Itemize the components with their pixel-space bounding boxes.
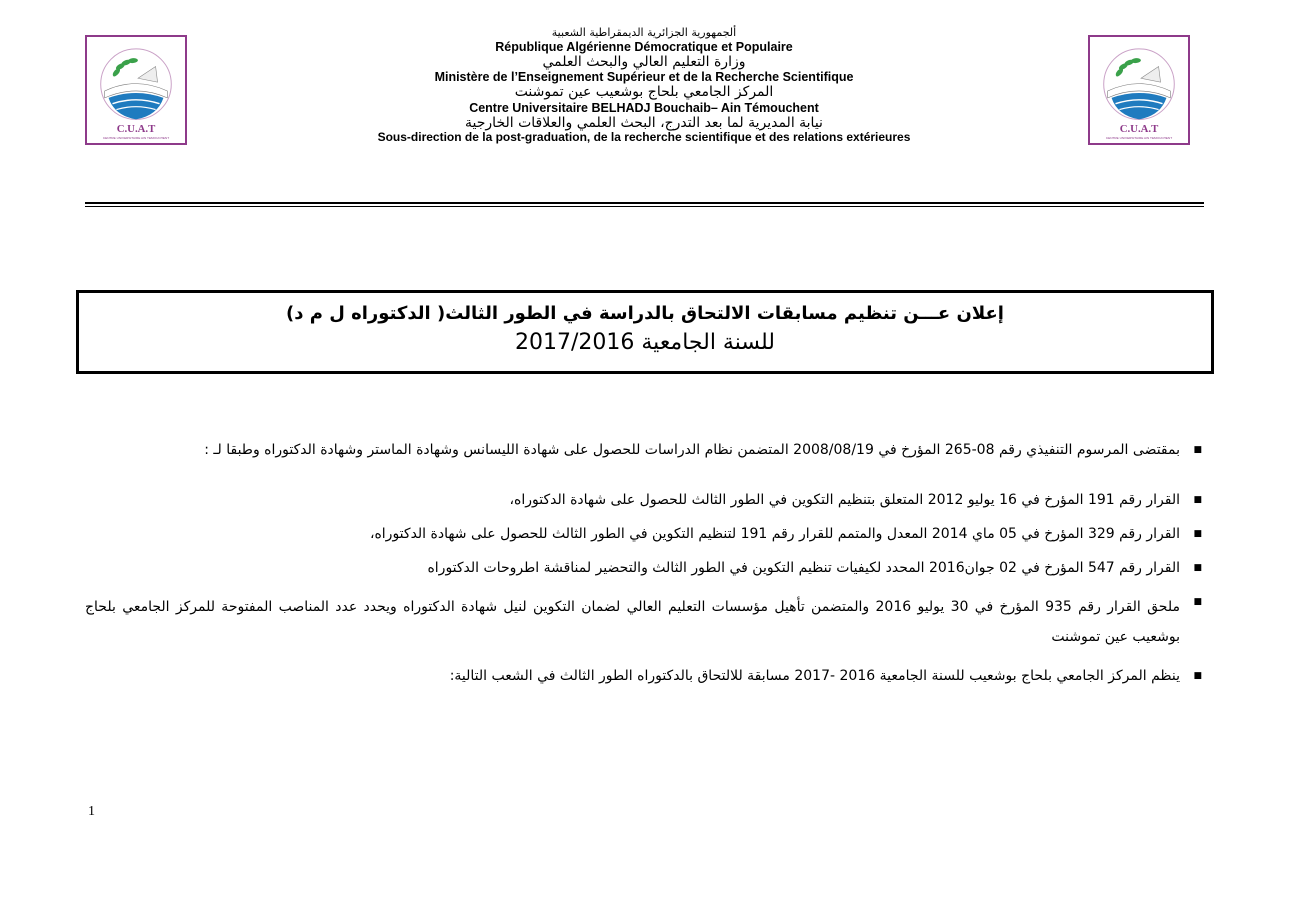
subdirection-name-fr: Sous-direction de la post-graduation, de la recherche scientifique et des relations extérieures bbox=[377, 130, 911, 145]
svg-text:CENTRE UNIVERSITAIRE AIN TEMOU: CENTRE UNIVERSITAIRE AIN TEMOUCHENT bbox=[102, 136, 170, 140]
list-item: ■ ملحق القرار رقم 935 المؤرخ في 30 يوليو 2016 والمتضمن تأهيل مؤسسات التعليم العالي لضمان التكوين لنيل شهادة الدكتوراه ويحدد عدد المناصب المفتوحة للمركز الجامعي بلحاج بوشعيب عين تموشنت bbox=[85, 592, 1180, 652]
cuat-logo-right bbox=[1088, 35, 1190, 145]
academic-year-title: للسنة الجامعية 2017/2016 bbox=[515, 330, 775, 355]
bullet-square-icon: ■ bbox=[1193, 445, 1202, 455]
republic-name-ar: ألجمهورية الجزائرية الديمقراطية الشعبية bbox=[551, 26, 737, 39]
bullet-square-icon: ■ bbox=[1193, 597, 1202, 607]
announcement-title: إعلان عـــن تنظيم مسابقات الالتحاق بالدراسة في الطور الثالث( الدكتوراه ل م د) bbox=[286, 303, 1004, 324]
list-item: ■ القرار رقم 191 المؤرخ في 16 يوليو 2012 المتعلق بتنظيم التكوين في الطور الثالث للحصول على شهادة الدكتوراه، bbox=[509, 492, 1202, 508]
center-name-fr: Centre Universitaire BELHADJ Bouchaib– Ain Témouchent bbox=[469, 100, 819, 115]
list-item: ■ بمقتضى المرسوم التنفيذي رقم 08-265 المؤرخ في 2008/08/19 المتضمن نظام الدراسات للحصول على شهادة الليسانس وشهادة الماستر وشهادة الدكتوراه وطبقا لـ : bbox=[204, 442, 1202, 458]
legal-references-list bbox=[85, 440, 1202, 686]
bullet-square-icon: ■ bbox=[1193, 563, 1202, 573]
page-number: 1 bbox=[88, 804, 95, 819]
list-item: ■ ينظم المركز الجامعي بلحاج بوشعيب للسنة الجامعية 2016 -2017 مسابقة للالتحاق بالدكتوراه الطور الثالث في الشعب التالية: bbox=[449, 668, 1202, 684]
list-item: ■ القرار رقم 329 المؤرخ في 05 ماي 2014 المعدل والمتمم للقرار رقم 191 لتنظيم التكوين في الطور الثالث للحصول على شهادة الدكتوراه، bbox=[369, 526, 1202, 542]
bullet-square-icon: ■ bbox=[1193, 671, 1202, 681]
cuat-logo-left bbox=[85, 35, 187, 145]
header-divider-thick bbox=[85, 202, 1204, 204]
svg-text:CENTRE UNIVERSITAIRE AIN TEMOU: CENTRE UNIVERSITAIRE AIN TEMOUCHENT bbox=[1105, 136, 1173, 140]
svg-text:C.U.A.T: C.U.A.T bbox=[1119, 123, 1159, 136]
header-divider-thin bbox=[85, 206, 1204, 207]
ministry-name-fr: Ministère de l’Enseignement Supérieur et de la Recherche Scientifique bbox=[434, 70, 854, 85]
republic-name-fr: République Algérienne Démocratique et Populaire bbox=[495, 39, 793, 54]
center-name-ar: المركز الجامعي بلحاج بوشعيب عين تموشنت bbox=[514, 84, 774, 101]
document-header bbox=[200, 27, 1088, 145]
ministry-name-ar: وزارة التعليم العالي والبحث العلمي bbox=[542, 54, 746, 71]
university-emblem-icon bbox=[87, 37, 185, 143]
svg-text:C.U.A.T: C.U.A.T bbox=[116, 123, 156, 136]
bullet-square-icon: ■ bbox=[1193, 529, 1202, 539]
announcement-title-box bbox=[76, 290, 1214, 374]
university-emblem-icon bbox=[1090, 37, 1188, 143]
bullet-square-icon: ■ bbox=[1193, 495, 1202, 505]
subdirection-name-ar: نيابة المديرية لما بعد التدرج، البحث العلمي والعلاقات الخارجية bbox=[465, 114, 823, 131]
list-item: ■ القرار رقم 547 المؤرخ في 02 جوان2016 المحدد لكيفيات تنظيم التكوين في الطور الثالث والتحضير لمناقشة اطروحات الدكتوراه bbox=[427, 560, 1202, 576]
